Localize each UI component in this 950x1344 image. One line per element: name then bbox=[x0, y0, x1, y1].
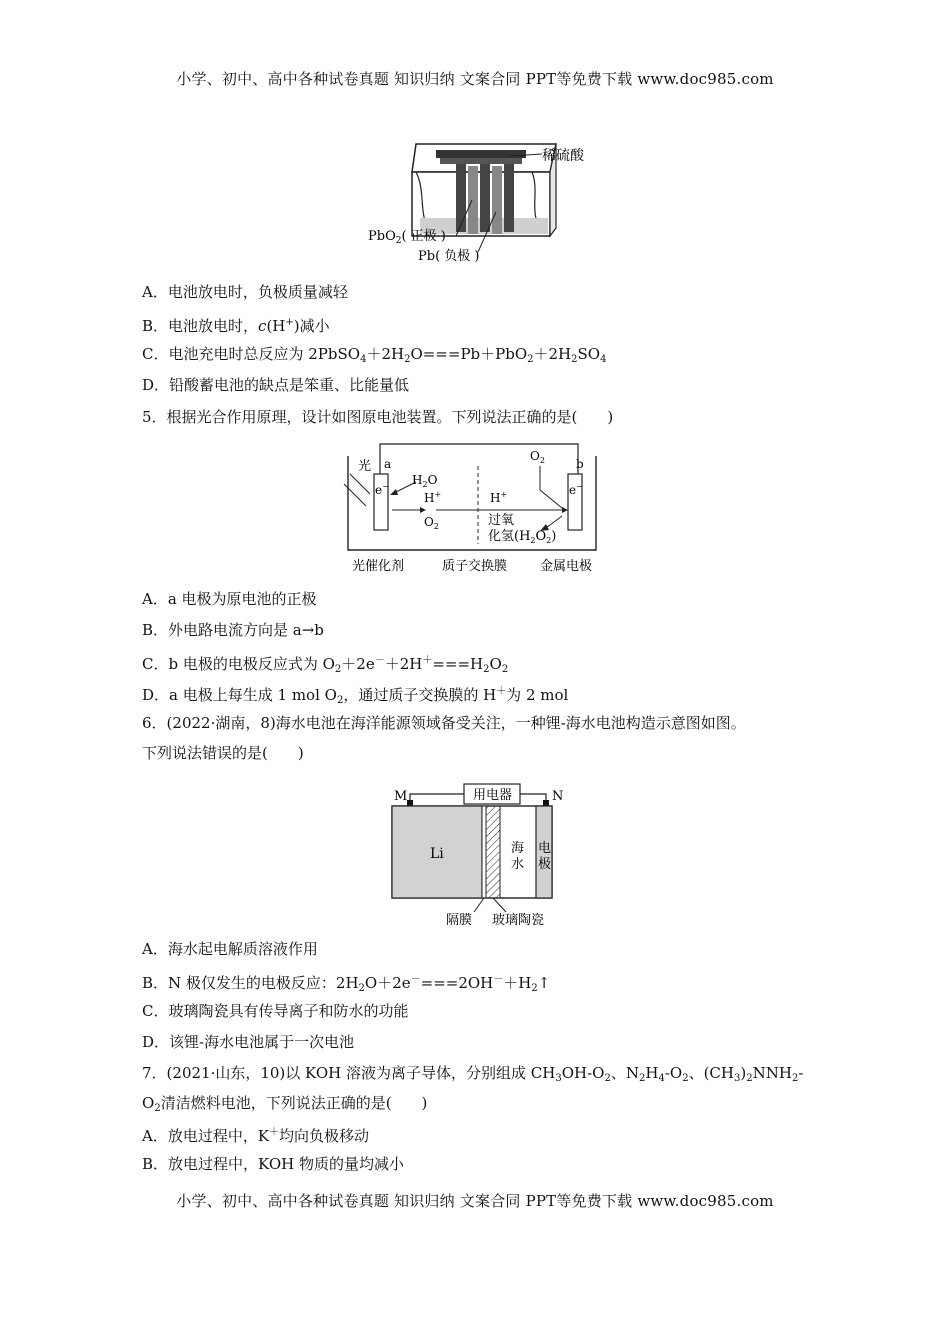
hplus-left-label: H+ bbox=[424, 490, 442, 505]
q7-option-b: B．放电过程中，KOH 物质的量均减小 bbox=[142, 1155, 404, 1173]
o2-input-label: $O_2$ bbox=[530, 449, 545, 465]
electrode-a-label: a bbox=[384, 457, 392, 471]
q7-stem-line2: $O_2$清洁燃料电池，下列说法正确的是( ) bbox=[142, 1094, 428, 1114]
hplus-right-label: H+ bbox=[490, 490, 508, 505]
seawater-label-1: 海 bbox=[511, 841, 525, 856]
page-header: 小学、初中、高中各种试卷真题 知识归纳 文案合同 PPT等免费下载 www.doc985.com bbox=[176, 70, 774, 88]
page-footer: 小学、初中、高中各种试卷真题 知识归纳 文案合同 PPT等免费下载 www.doc985.com bbox=[176, 1192, 774, 1210]
q6-stem-line2: 下列说法错误的是( ) bbox=[142, 744, 304, 762]
peroxide-label-2: 化氢$(H_2O_2)$ bbox=[488, 529, 557, 545]
electron-right-label: e− bbox=[569, 482, 583, 497]
electrode-label-1: 电 bbox=[538, 841, 552, 856]
peroxide-label-1: 过氧 bbox=[488, 513, 515, 528]
h2o-label: $H_2O$ bbox=[412, 473, 438, 489]
electron-left-label: e− bbox=[375, 482, 389, 497]
q4-option-a: A．电池放电时，负极质量减轻 bbox=[142, 283, 348, 301]
seawater-label-2: 水 bbox=[511, 857, 525, 872]
q6-option-c: C．玻璃陶瓷具有传导离子和防水的功能 bbox=[142, 1002, 409, 1020]
metal-electrode-caption: 金属电极 bbox=[540, 559, 593, 574]
q4-option-b: B．电池放电时，c(H+)减小 bbox=[142, 317, 330, 335]
photosynthesis-cell-figure bbox=[340, 436, 620, 582]
q7-stem-line1: 7．(2021·山东，10)以 KOH 溶液为离子导体，分别组成 $CH_3OH-O_2$、$N_2H_4-O_2$、$(CH_3)_2NNH_2-$ bbox=[142, 1064, 804, 1084]
terminal-m-label: M bbox=[394, 789, 408, 804]
electrode-b-label: b bbox=[576, 457, 584, 471]
q6-option-a: A．海水起电解质溶液作用 bbox=[142, 940, 318, 958]
dilute-sulfuric-acid-label: 稀硫酸 bbox=[542, 148, 584, 164]
pb-electrode-label: Pb( 负极 ) bbox=[418, 249, 480, 264]
separator-caption: 隔膜 bbox=[446, 913, 473, 928]
photocatalyst-caption: 光催化剂 bbox=[352, 559, 405, 574]
lithium-seawater-cell-figure bbox=[388, 772, 568, 928]
light-label: 光 bbox=[358, 459, 372, 474]
q4-option-d: D．铅酸蓄电池的缺点是笨重、比能量低 bbox=[142, 376, 410, 394]
q4-option-c: C．电池充电时总反应为 $2PbSO_4+2H_2O===Pb+PbO_2+2H_2SO_4$ bbox=[142, 345, 607, 365]
q5-option-b: B．外电路电流方向是 a→b bbox=[142, 621, 324, 639]
membrane-caption: 质子交换膜 bbox=[442, 559, 508, 574]
q5-stem: 5．根据光合作用原理，设计如图原电池装置。下列说法正确的是( ) bbox=[142, 408, 614, 426]
glass-ceramic-caption: 玻璃陶瓷 bbox=[492, 913, 545, 928]
q6-option-b: B．N 极仅发生的电极反应：$2H_2O+2e^-===2OH^-+H_2↑$ bbox=[142, 974, 551, 994]
load-device-label: 用电器 bbox=[473, 788, 513, 803]
q5-option-a: A．a 电极为原电池的正极 bbox=[142, 590, 317, 608]
q6-stem-line1: 6．(2022·湖南，8)海水电池在海洋能源领域备受关注，一种锂-海水电池构造示意图如图。 bbox=[142, 714, 746, 732]
q5-option-d: D．a 电极上每生成 1 mol $O_2$，通过质子交换膜的 H＋为 2 mol bbox=[142, 686, 569, 706]
electrode-label-2: 极 bbox=[538, 857, 552, 872]
pbo2-electrode-label: PbO$_2$( 正极 ) bbox=[368, 229, 446, 246]
terminal-n-label: N bbox=[552, 789, 564, 804]
q6-option-d: D．该锂-海水电池属于一次电池 bbox=[142, 1033, 355, 1051]
q7-option-a: A．放电过程中，K＋均向负极移动 bbox=[142, 1127, 370, 1145]
lead-acid-battery-figure bbox=[360, 132, 600, 268]
q5-option-c: C．b 电极的电极反应式为 $O_2+2e^-+2H^+===H_2O_2$ bbox=[142, 655, 509, 675]
lithium-label: Li bbox=[430, 846, 444, 862]
o2-product-label: $O_2$ bbox=[424, 515, 439, 531]
